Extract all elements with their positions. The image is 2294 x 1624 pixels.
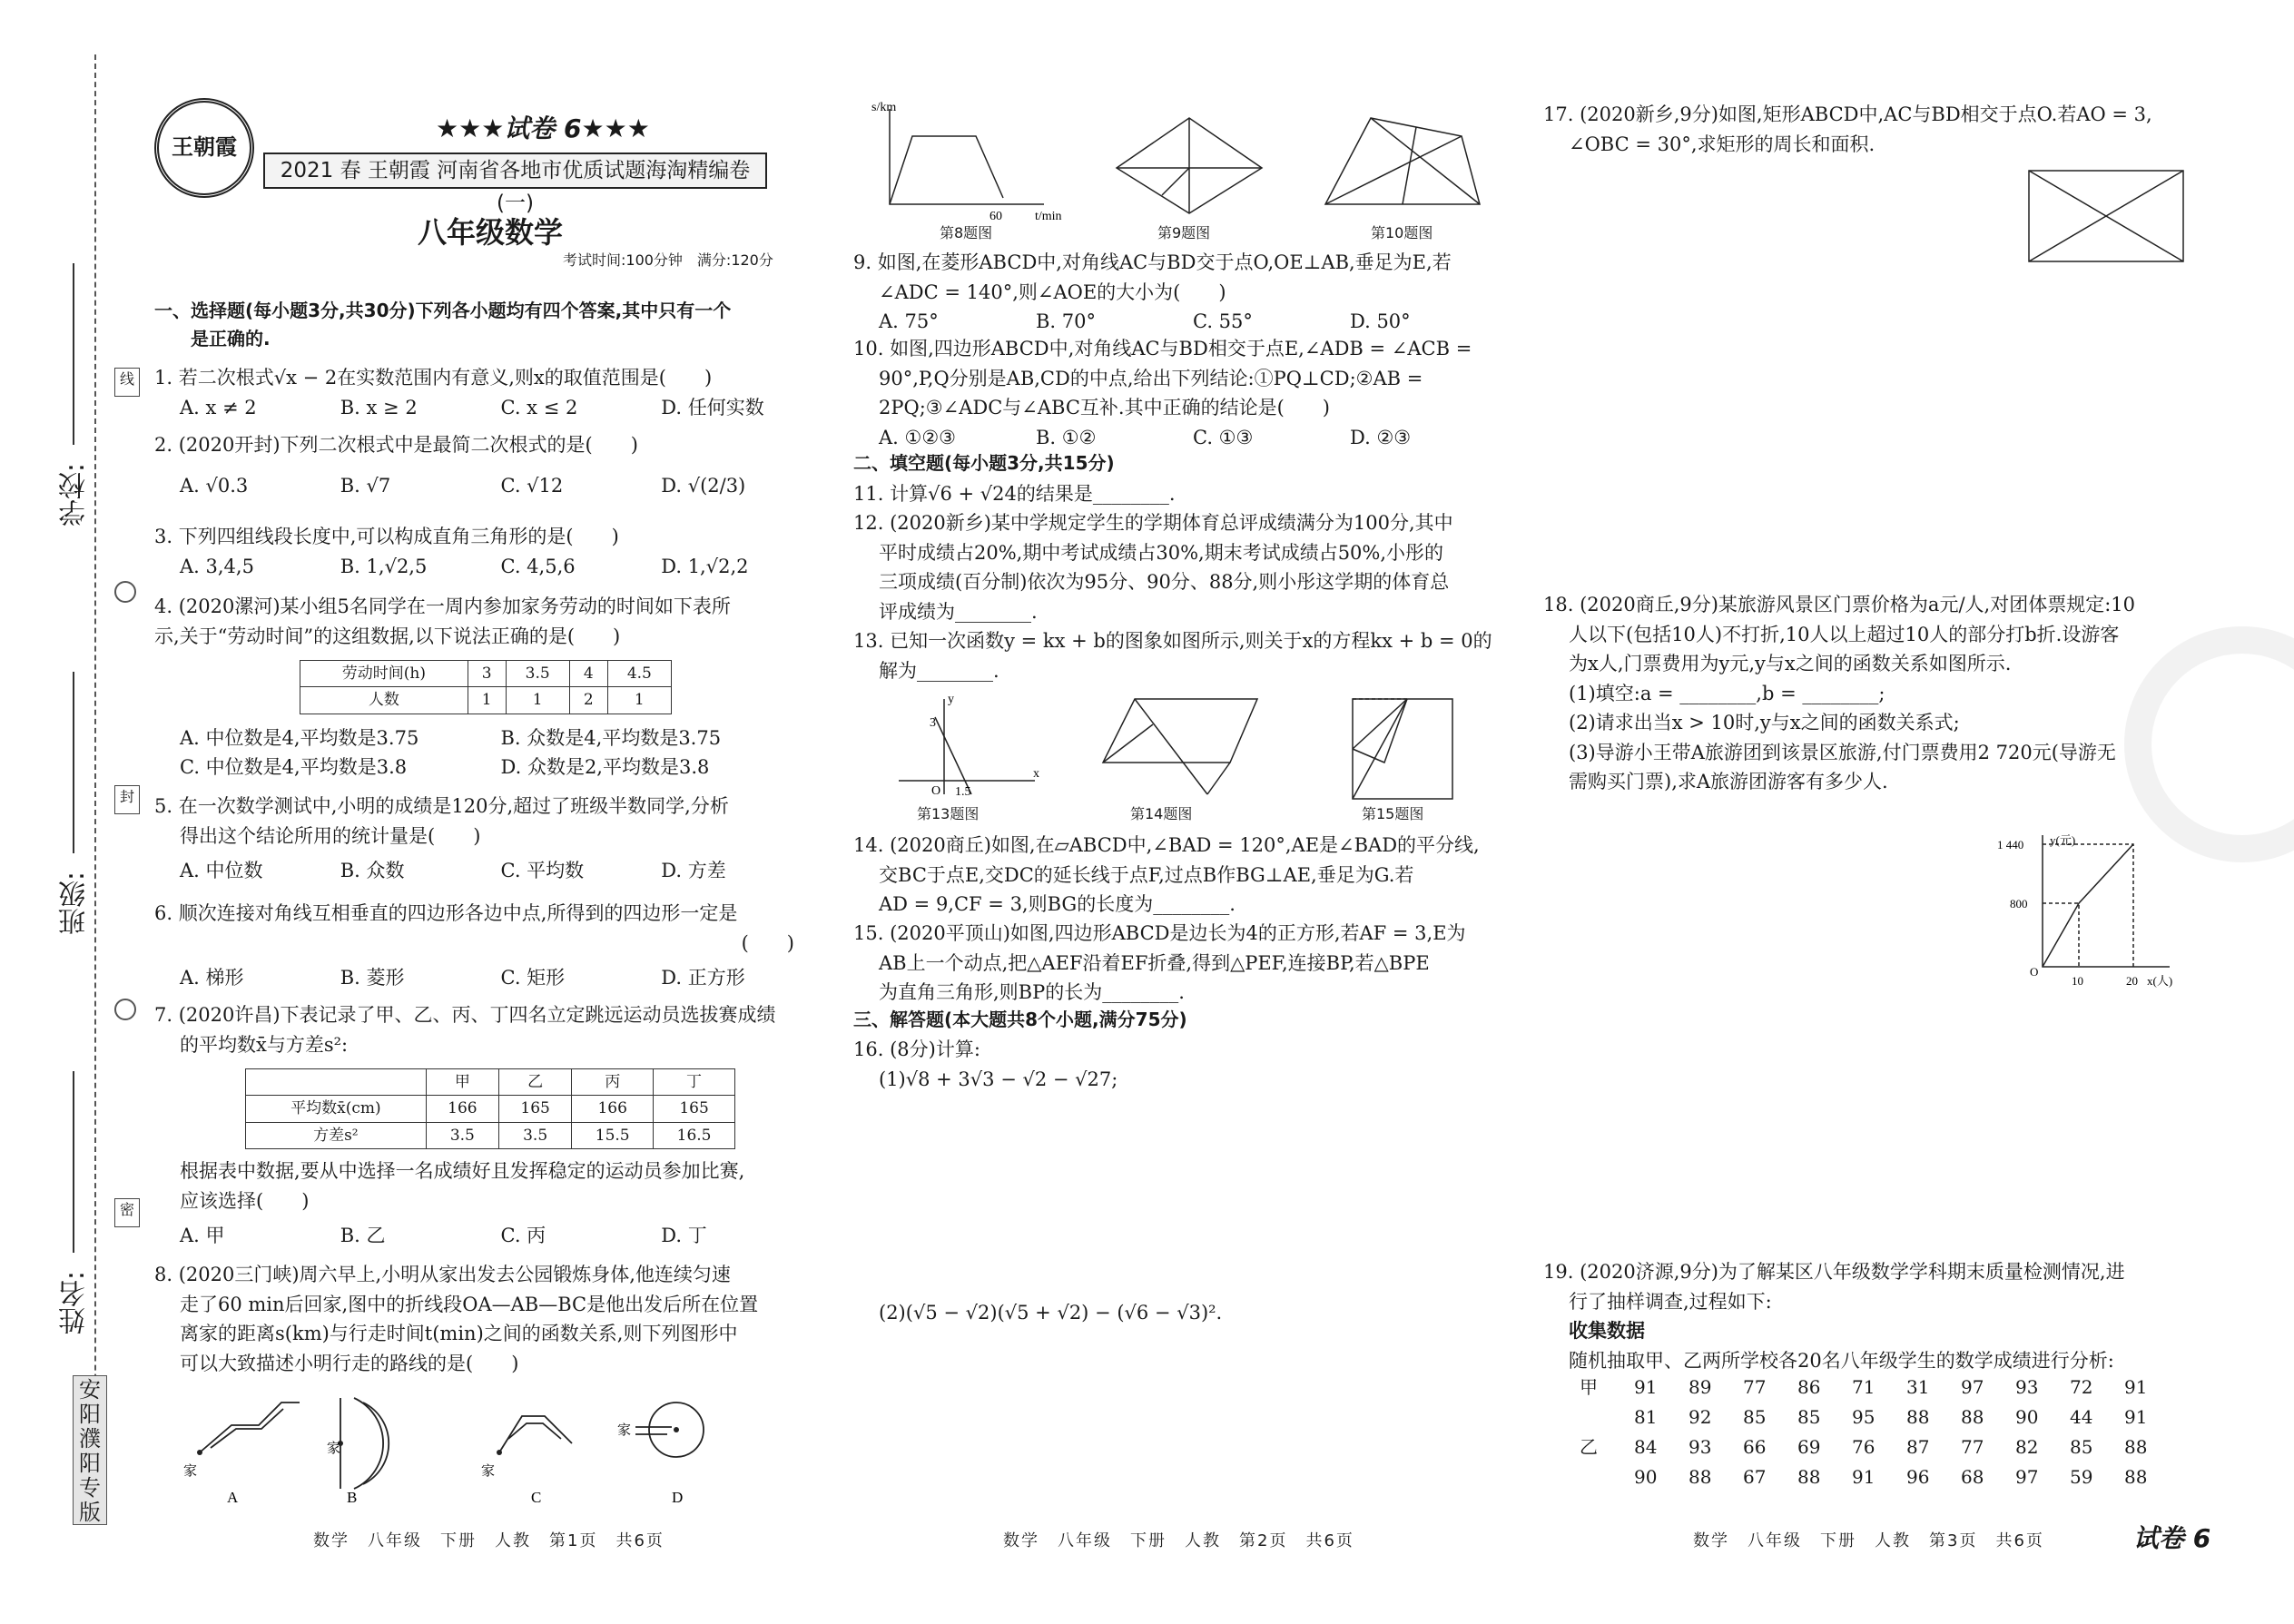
question-text-cont: 示,关于“劳动时间”的这组数据,以下说法正确的是( ) bbox=[154, 625, 621, 647]
score-grid: 甲 91 89 77 86 71 31 97 93 72 91 81 92 85 85 95 88 88 90 44 91 乙 84 93 66 69 76 87 77 82 85 88 90 88 67 88 91 96 68 97 59 88 bbox=[1580, 1376, 2148, 1488]
figure-9-rhombus bbox=[1108, 104, 1271, 222]
svg-text:D: D bbox=[672, 1489, 684, 1506]
question-text: 4. (2020漯河)某小组5名同学在一周内参加家务劳动的时间如下表所 bbox=[154, 595, 731, 617]
option-c: C. x ≤ 2 bbox=[500, 396, 578, 418]
figure-10-caption: 第10题图 bbox=[1371, 224, 1433, 241]
seal-mark-line: 线 bbox=[114, 368, 140, 397]
seal-mark-secret: 密 bbox=[114, 1198, 140, 1227]
question-text: 7. (2020许昌)下表记录了甲、乙、丙、丁四名立定跳远运动员选拔赛成绩 bbox=[154, 1004, 776, 1026]
question-16: 16. (8分)计算: (1)√8 + 3√3 − √2 − √27; bbox=[853, 1038, 1118, 1090]
page-footer: 数学 八年级 下册 人教 第2页 共6页 bbox=[1003, 1531, 1354, 1550]
question-16-part-2: (2)(√5 − √2)(√5 + √2) − (√6 − √3)². bbox=[879, 1302, 1223, 1324]
page-footer: 数学 八年级 下册 人教 第3页 共6页 bbox=[1693, 1531, 2044, 1550]
question-19: 19. (2020济源,9分)为了解某区八年级数学学科期末质量检测情况,进 行了抽样调查,过程如下: 收集数据 随机抽取甲、乙两所学校各20名八年级学生的数学成绩进行分析: bbox=[1543, 1261, 2125, 1372]
figure-14-caption: 第14题图 bbox=[1130, 805, 1193, 822]
option-a: A. x ≠ 2 bbox=[180, 396, 257, 418]
option-b: B. √7 bbox=[340, 474, 391, 497]
svg-text:A: A bbox=[227, 1489, 239, 1506]
option-d: D. 1,√2,2 bbox=[661, 555, 749, 577]
option-b: B. 众数是4,平均数是3.75 bbox=[500, 726, 722, 749]
circle-mark bbox=[114, 999, 136, 1020]
svg-text:x(人): x(人) bbox=[2147, 974, 2173, 988]
question-6: 6. 顺次连接对角线互相垂直的四边形各边中点,所得到的四边形一定是 ( ) A. 梯形 B. 菱形 C. 矩形 D. 正方形 bbox=[154, 899, 822, 993]
labor-time-table: 劳动时间(h) 3 3.5 4 4.5 人数 1 1 2 1 bbox=[300, 660, 672, 714]
svg-text:800: 800 bbox=[2010, 897, 2028, 910]
question-5: 5. 在一次数学测试中,小明的成绩是120分,超过了班级半数同学,分析 得出这个结论所用的统计量是( ) A. 中位数 B. 众数 C. 平均数 D. 方差 bbox=[154, 792, 822, 886]
option-a: A. 中位数是4,平均数是3.75 bbox=[180, 726, 419, 749]
figure-17-rectangle bbox=[2011, 162, 2192, 271]
question-text-cont: 得出这个结论所用的统计量是( ) bbox=[180, 824, 481, 847]
svg-text:10: 10 bbox=[2072, 974, 2083, 988]
section-2-heading: 二、填空题(每小题3分,共15分) bbox=[853, 452, 1115, 474]
svg-text:s/km: s/km bbox=[871, 101, 897, 114]
svg-text:x: x bbox=[1033, 767, 1039, 781]
question-text-cont: 的平均数x̄与方差s²: bbox=[180, 1033, 349, 1056]
school-label: 学校: bbox=[59, 463, 91, 527]
page-1 bbox=[154, 0, 822, 1624]
question-18: 18. (2020商丘,9分)某旅游风景区门票价格为a元/人,对团体票规定:10 人以下(包括10人)不打折,10人以上超过10人的部分打b折.设游客 为x人,门票费用为y元,y与x之间的函数关系如图所示. (1)填空:a = ________,b = ________; (2)请求出当x > 10时,y与x之间的函数关系式; (3)导游小王带A旅游团到该景区旅游,付门票费用2 720元(导游无 需购买门票),求A旅游团游客有多少人. bbox=[1543, 594, 2136, 793]
series-banner: 2021 春 王朝霞 河南省各地市优质试题海淘精编卷(一) bbox=[263, 153, 767, 189]
svg-text:C: C bbox=[531, 1489, 542, 1506]
question-14: 14. (2020商丘)如图,在▱ABCD中,∠BAD = 120°,AE是∠BAD的平分线, 交BC于点E,交DC的延长线于点F,过点B作BG⊥AE,垂足为G.若 AD = 9,CF = 3,则BG的长度为________. bbox=[853, 834, 1480, 916]
brand-logo bbox=[154, 98, 254, 198]
figure-18-graph bbox=[1997, 831, 2179, 999]
question-7: 7. (2020许昌)下表记录了甲、乙、丙、丁四名立定跳远运动员选拔赛成绩 的平均数x̄与方差s²: 甲 乙 丙 丁 平均数x̄(cm) 166 165 166 165 方差s² 3.5 3.5 15.5 16.5 根据表中数据,要从中选择一名成绩好且发挥稳定的运动员参加比赛, 应该选择( ) A. 甲 B. 乙 C. 丙 D. 丁 bbox=[154, 1000, 822, 1251]
question-9: 9. 如图,在菱形ABCD中,对角线AC与BD交于点O,OE⊥AB,垂足为E,若 ∠ADC = 140°,则∠AOE的大小为( ) A. 75° B. 70° C. 55° D. 50° bbox=[853, 251, 1452, 333]
figure-15-caption: 第15题图 bbox=[1362, 805, 1424, 822]
exam-meta: 考试时间:100分钟 满分:120分 bbox=[563, 251, 773, 269]
option-c: C. √12 bbox=[500, 474, 564, 497]
home-label-b: 家 bbox=[327, 1442, 341, 1456]
svg-text:O: O bbox=[931, 784, 941, 798]
figure-14-parallelogram bbox=[1094, 690, 1266, 803]
svg-text:1.5: 1.5 bbox=[955, 785, 971, 799]
option-d: D. √(2/3) bbox=[661, 474, 746, 497]
svg-text:O: O bbox=[2030, 965, 2039, 979]
figure-15-square bbox=[1334, 690, 1471, 803]
question-2 bbox=[154, 430, 822, 500]
svg-text:B: B bbox=[347, 1489, 358, 1506]
name-label: 姓名: bbox=[59, 1271, 91, 1335]
figure-9-caption: 第9题图 bbox=[1157, 224, 1211, 241]
home-label-c: 家 bbox=[481, 1464, 496, 1479]
athlete-table: 甲 乙 丙 丁 平均数x̄(cm) 166 165 166 165 方差s² 3.5 3.5 15.5 16.5 bbox=[245, 1068, 735, 1149]
question-4 bbox=[154, 592, 822, 782]
svg-text:y: y bbox=[948, 693, 954, 706]
binding-margin bbox=[0, 0, 134, 1624]
home-label-a: 家 bbox=[183, 1464, 198, 1479]
option-c: C. 4,5,6 bbox=[500, 555, 576, 577]
section-1-heading-cont: 是正确的. bbox=[191, 328, 271, 349]
logo-text: 王朝霞 bbox=[172, 133, 237, 160]
svg-text:20: 20 bbox=[2126, 974, 2138, 988]
question-text: 3. 下列四组线段长度中,可以构成直角三角形的是( ) bbox=[154, 526, 619, 547]
question-11: 11. 计算√6 + √24的结果是________. bbox=[853, 483, 1176, 505]
question-text-cont: ( ) bbox=[741, 931, 794, 954]
option-a: A. √0.3 bbox=[180, 474, 249, 497]
question-10: 10. 如图,四边形ABCD中,对角线AC与BD相交于点E,∠ADB = ∠ACB = 90°,P,Q分别是AB,CD的中点,给出下列结论:①PQ⊥CD;②AB = 2PQ;③∠ADC与∠ABC互补.其中正确的结论是( ) A. ①②③ B. ①② C. ①③ D. ②③ bbox=[853, 338, 1472, 448]
page-title: 八年级数学 bbox=[418, 215, 564, 250]
svg-text:1 440: 1 440 bbox=[1997, 838, 2024, 851]
page-2 bbox=[853, 0, 1507, 1624]
option-d: D. 众数是2,平均数是3.8 bbox=[500, 756, 710, 779]
class-label: 班级: bbox=[59, 871, 91, 936]
section-3-heading: 三、解答题(本大题共8个小题,满分75分) bbox=[853, 1009, 1187, 1030]
page-footer: 数学 八年级 下册 人教 第1页 共6页 bbox=[313, 1531, 665, 1550]
question-15: 15. (2020平顶山)如图,四边形ABCD是边长为4的正方形,若AF = 3,E为 AB上一个动点,把△AEF沿着EF折叠,得到△PEF,连接BP,若△BPE 为直角三角形,则BP的长为________. bbox=[853, 922, 1466, 1004]
question-12: 12. (2020新乡)某中学规定学生的学期体育总评成绩满分为100分,其中 平时成绩占20%,期中考试成绩占30%,期末考试成绩占50%,小彤的 三项成绩(百分制)依次为95分、90分、88分,则小彤这学期的体育总 评成绩为________. bbox=[853, 512, 1453, 623]
question-1 bbox=[154, 363, 822, 422]
figure-8-graph bbox=[871, 100, 1071, 227]
circle-mark bbox=[114, 581, 136, 603]
option-a: A. 3,4,5 bbox=[180, 555, 254, 577]
route-figures bbox=[182, 1389, 817, 1507]
seal-mark-seal: 封 bbox=[114, 785, 140, 814]
svg-text:60: 60 bbox=[989, 210, 1002, 223]
question-3 bbox=[154, 522, 822, 581]
question-17: 17. (2020新乡,9分)如图,矩形ABCD中,AC与BD相交于点O.若AO = 3, ∠OBC = 30°,求矩形的周长和面积. bbox=[1543, 103, 2152, 155]
page-3 bbox=[1543, 0, 2233, 1624]
question-text: 2. (2020开封)下列二次根式中是最简二次根式的是( ) bbox=[154, 434, 638, 456]
question-13: 13. 已知一次函数y = kx + b的图象如图所示,则关于x的方程kx + b = 0的 解为________. bbox=[853, 630, 1492, 682]
section-1-heading: 一、选择题(每小题3分,共30分)下列各小题均有四个答案,其中只有一个 bbox=[154, 300, 732, 321]
option-d: D. 任何实数 bbox=[661, 396, 764, 418]
question-8: 8. (2020三门峡)周六早上,小明从家出发去公园锻炼身体,他连续匀速 走了60 min后回家,图中的折线段OA—AB—BC是他出发后所在位置 离家的距离s(km)与行走时间t(min)之间的函数关系,则下列图形中 可以大致描述小明行走的路线的是( ) bbox=[154, 1264, 759, 1374]
figure-13-line bbox=[890, 690, 1044, 799]
home-label-d: 家 bbox=[617, 1423, 632, 1438]
question-text: 5. 在一次数学测试中,小明的成绩是120分,超过了班级半数同学,分析 bbox=[154, 795, 729, 817]
figure-13-caption: 第13题图 bbox=[917, 805, 980, 822]
question-text: 1. 若二次根式√x − 2在实数范围内有意义,则x的取值范围是( ) bbox=[154, 367, 713, 389]
edition-box: 安 阳 濮 阳 专 版 bbox=[73, 1375, 107, 1525]
figure-8-caption: 第8题图 bbox=[940, 224, 993, 241]
svg-text:y(元): y(元) bbox=[2050, 833, 2076, 847]
question-text: 6. 顺次连接对角线互相垂直的四边形各边中点,所得到的四边形一定是 bbox=[154, 902, 738, 924]
option-b: B. 1,√2,5 bbox=[340, 555, 428, 577]
figure-10-quad bbox=[1316, 100, 1498, 222]
option-b: B. x ≥ 2 bbox=[340, 396, 418, 418]
option-c: C. 中位数是4,平均数是3.8 bbox=[180, 756, 408, 779]
svg-text:3: 3 bbox=[930, 716, 936, 730]
exam-tag: 试卷 6 bbox=[2133, 1523, 2211, 1553]
svg-text:t/min: t/min bbox=[1035, 210, 1062, 223]
exam-badge: ★★★试卷 6★★★ bbox=[436, 113, 650, 143]
